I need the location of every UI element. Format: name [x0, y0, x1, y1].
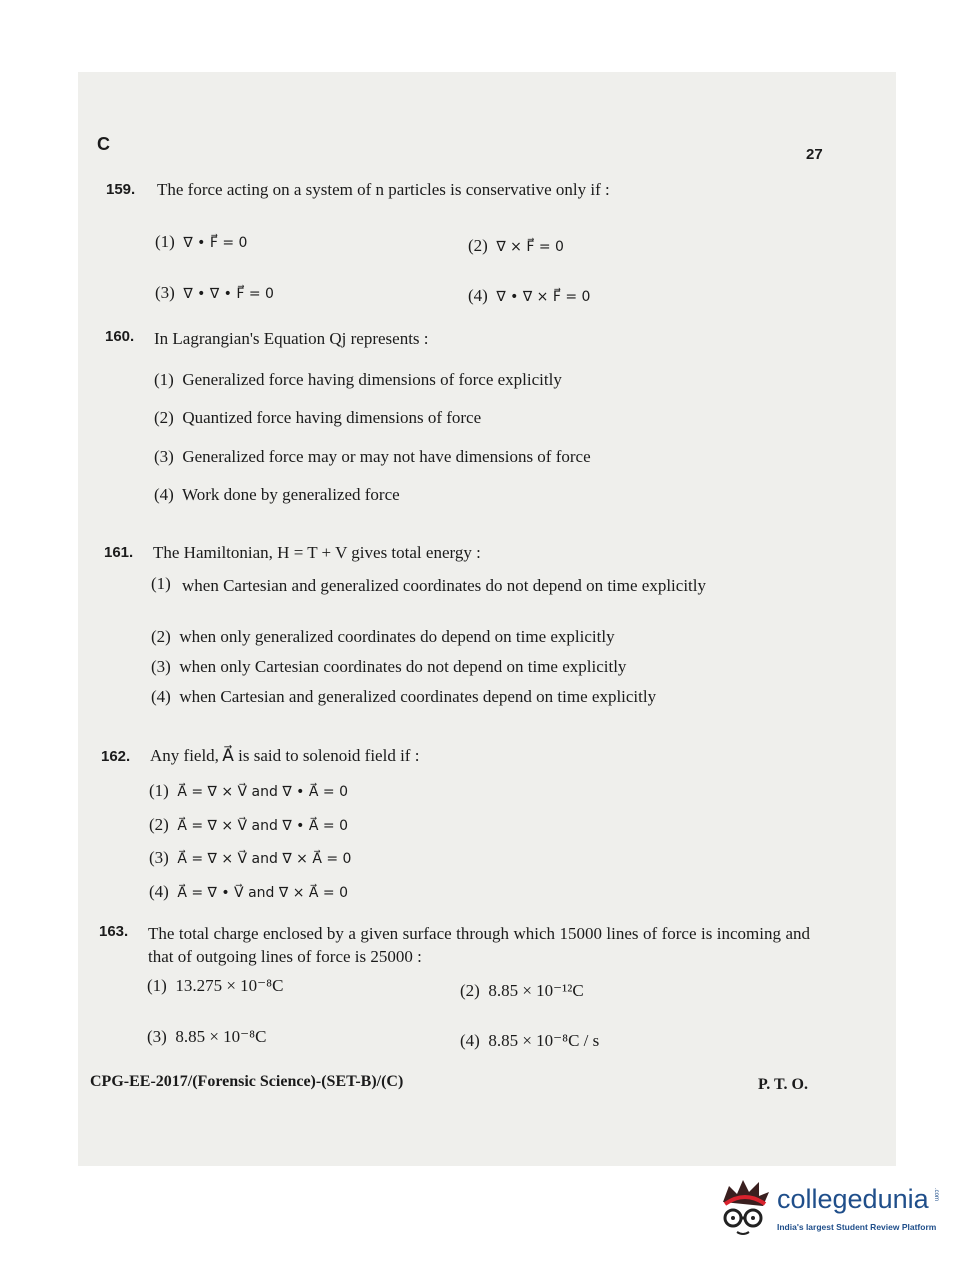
- option-number: (2): [149, 815, 169, 834]
- option-number: (3): [149, 848, 169, 867]
- option-number: (4): [154, 485, 174, 504]
- option: [149, 882, 348, 902]
- option-number: (2): [151, 627, 171, 646]
- option: [154, 370, 562, 390]
- option-number: (1): [154, 370, 174, 389]
- option: [155, 283, 274, 303]
- mascot-icon: [715, 1176, 775, 1240]
- question-number: 161.: [104, 544, 134, 561]
- question-text: Any field, A⃗ is said to solenoid field if :: [150, 746, 420, 765]
- option-text: when Cartesian and generalized coordinates depend on time explicitly: [179, 687, 657, 706]
- option-text: Work done by generalized force: [182, 485, 400, 504]
- option-number: (2): [460, 981, 480, 1000]
- option-text: A⃗ = ∇ × V⃗ and ∇ × A⃗ = 0: [177, 851, 352, 867]
- question-number: 159.: [106, 181, 136, 198]
- option: [468, 236, 564, 256]
- option-text: 13.275 × 10⁻⁸C: [175, 976, 284, 995]
- option-text: Generalized force having dimensions of force explicitly: [182, 370, 562, 389]
- option-number: (1): [155, 232, 175, 251]
- logo-tagline: India's largest Student Review Platform: [777, 1222, 937, 1232]
- option-text: A⃗ = ∇ × V⃗ and ∇ • A⃗ = 0: [177, 818, 348, 834]
- option-number: (1): [151, 574, 171, 593]
- option-text: when only Cartesian coordinates do not depend on time explicitly: [179, 657, 627, 676]
- question-number: 160.: [105, 328, 135, 345]
- option-number: (1): [147, 976, 167, 995]
- option-text: A⃗ = ∇ • V⃗ and ∇ × A⃗ = 0: [177, 885, 348, 901]
- option-number: (4): [149, 882, 169, 901]
- option-number: (1): [149, 781, 169, 800]
- option-text: 8.85 × 10⁻⁸C / s: [488, 1031, 600, 1050]
- option-text: ∇ × F⃗ = 0: [496, 239, 564, 255]
- option-number: (3): [154, 447, 174, 466]
- logo-wordmark: collegedunia: [777, 1184, 929, 1214]
- option-number: (3): [151, 657, 171, 676]
- option: [155, 232, 247, 252]
- option-number: (3): [147, 1027, 167, 1046]
- collegedunia-logo: [715, 1176, 945, 1246]
- option: [149, 781, 348, 801]
- option: [147, 1027, 266, 1047]
- option: [468, 286, 590, 306]
- option-number: (3): [155, 283, 175, 302]
- set-code: C: [97, 134, 110, 154]
- option: [147, 976, 283, 996]
- page-number: 27: [806, 146, 823, 163]
- option-text: 8.85 × 10⁻⁸C: [175, 1027, 267, 1046]
- option-number: (4): [468, 286, 488, 305]
- option: [154, 485, 400, 505]
- pto-label: P. T. O.: [758, 1076, 808, 1093]
- option-text: Generalized force may or may not have dimensions of force: [182, 447, 591, 466]
- option: [149, 848, 351, 868]
- option-text: A⃗ = ∇ × V⃗ and ∇ • A⃗ = 0: [177, 784, 348, 800]
- option: [149, 815, 348, 835]
- option: [154, 447, 591, 467]
- option-text: ∇ • F⃗ = 0: [183, 235, 248, 251]
- option: [460, 1031, 599, 1051]
- question-text: The total charge enclosed by a given surface through which 15000 lines of force is incoming and that of outgoing lines of force is 25000 :: [148, 924, 810, 966]
- option-number: (2): [468, 236, 488, 255]
- option: [460, 981, 584, 1001]
- option-number: (2): [154, 408, 174, 427]
- option: [154, 408, 481, 428]
- question-text: In Lagrangian's Equation Qj represents :: [154, 329, 429, 348]
- option: [151, 657, 626, 677]
- option-text: Quantized force having dimensions of force: [182, 408, 482, 427]
- option-number: (4): [151, 687, 171, 706]
- option-text: 8.85 × 10⁻¹²C: [488, 981, 584, 1000]
- question-number: 162.: [101, 748, 131, 765]
- logo-suffix: .com: [933, 1188, 939, 1202]
- question-number: 163.: [99, 923, 129, 940]
- question-text: The force acting on a system of n particles is conservative only if :: [157, 180, 610, 199]
- option-text: when Cartesian and generalized coordinates do not depend on time explicitly: [182, 576, 706, 595]
- option-text: when only generalized coordinates do depend on time explicitly: [179, 627, 615, 646]
- option-text: ∇ • ∇ × F⃗ = 0: [496, 289, 591, 305]
- option-text: ∇ • ∇ • F⃗ = 0: [183, 286, 274, 302]
- option: [151, 627, 615, 647]
- option: [151, 687, 656, 707]
- footer-code: CPG-EE-2017/(Forensic Science)-(SET-B)/(C): [90, 1073, 404, 1090]
- question-text: The Hamiltonian, H = T + V gives total energy :: [153, 543, 481, 562]
- option-number: (4): [460, 1031, 480, 1050]
